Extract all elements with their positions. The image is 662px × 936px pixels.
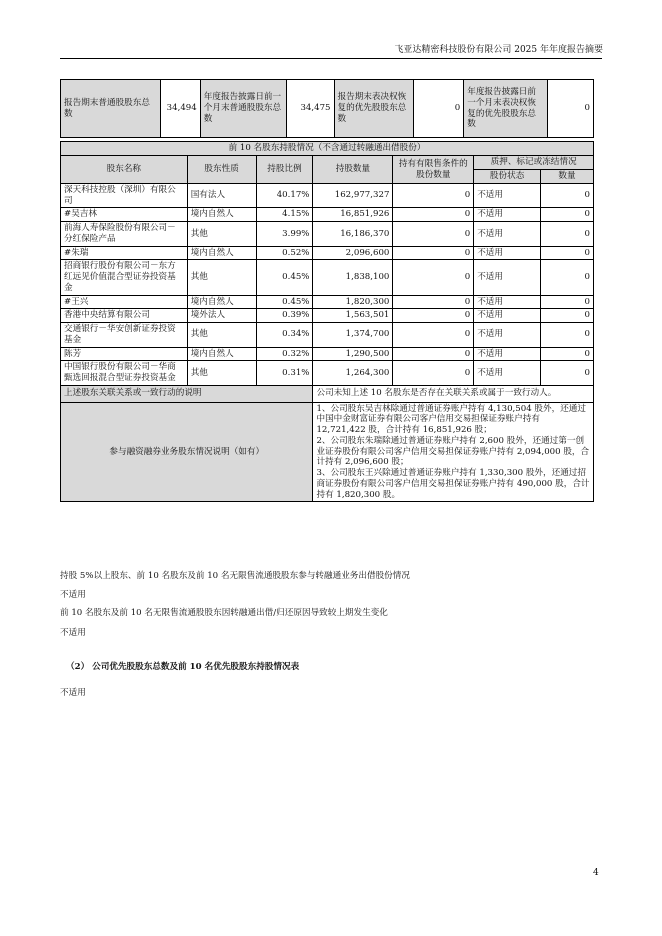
cell-nature: 境外法人	[187, 309, 256, 323]
cell-qty: 1,820,300	[313, 295, 393, 309]
header-nature: 股东性质	[187, 156, 256, 184]
cell-ratio: 4.15%	[256, 208, 313, 222]
table-row	[61, 295, 594, 309]
cell-name: #朱瑞	[61, 246, 188, 260]
cell-ratio: 0.32%	[256, 347, 313, 361]
summary-value-3: 0	[414, 80, 464, 138]
note-change-value: 不适用	[60, 628, 86, 638]
header-ratio: 持股比例	[256, 156, 313, 184]
cell-restricted: 0	[393, 246, 474, 260]
header-quantity: 持股数量	[313, 156, 393, 184]
summary-label-4: 年度报告披露日前一个月末表决权恢复的优先股股东总数	[464, 80, 548, 138]
cell-status: 不适用	[474, 295, 541, 309]
cell-name: 前海人寿保险股份有限公司－分红保险产品	[61, 222, 188, 246]
cell-qty: 16,851,926	[313, 208, 393, 222]
header-name: 股东名称	[61, 156, 188, 184]
cell-qty: 1,290,500	[313, 347, 393, 361]
summary-value-4: 0	[548, 80, 594, 138]
cell-name: 深天科技控股（深圳）有限公司	[61, 184, 188, 208]
cell-name: 交通银行－华安创新证券投资基金	[61, 323, 188, 347]
cell-count: 0	[541, 222, 594, 246]
cell-ratio: 3.99%	[256, 222, 313, 246]
cell-count: 0	[541, 295, 594, 309]
cell-qty: 1,374,700	[313, 323, 393, 347]
summary-value-2: 34,475	[286, 80, 334, 138]
cell-qty: 1,838,100	[313, 260, 393, 295]
table-row	[61, 222, 594, 246]
cell-status: 不适用	[474, 347, 541, 361]
header-count: 数量	[541, 170, 594, 184]
cell-restricted: 0	[393, 184, 474, 208]
cell-name: 中国银行股份有限公司－华商甄选回报混合型证券投资基金	[61, 361, 188, 385]
cell-ratio: 0.39%	[256, 309, 313, 323]
cell-restricted: 0	[393, 347, 474, 361]
note-lending-value: 不适用	[60, 590, 86, 600]
cell-ratio: 40.17%	[256, 184, 313, 208]
cell-status: 不适用	[474, 208, 541, 222]
cell-restricted: 0	[393, 208, 474, 222]
header-status: 股份状态	[474, 170, 541, 184]
header-pledge: 质押、标记或冻结情况	[474, 156, 594, 170]
section-value: 不适用	[60, 688, 86, 698]
cell-status: 不适用	[474, 260, 541, 295]
cell-qty: 2,096,600	[313, 246, 393, 260]
table-row	[61, 246, 594, 260]
summary-label-1: 报告期末普通股股东总数	[61, 80, 161, 138]
cell-qty: 16,186,370	[313, 222, 393, 246]
shareholder-summary-table	[60, 79, 594, 138]
table-title: 前 10 名股东持股情况（不含通过转融通出借股份）	[61, 142, 594, 156]
cell-restricted: 0	[393, 309, 474, 323]
table-row	[61, 347, 594, 361]
cell-name: 招商银行股份有限公司－东方红远见价值混合型证券投资基金	[61, 260, 188, 295]
table-row	[61, 309, 594, 323]
cell-name: 陈芳	[61, 347, 188, 361]
cell-ratio: 0.45%	[256, 295, 313, 309]
margin-label: 参与融资融券业务股东情况说明（如有）	[61, 402, 313, 502]
cell-status: 不适用	[474, 184, 541, 208]
cell-status: 不适用	[474, 361, 541, 385]
relation-label: 上述股东关联关系或一致行动的说明	[61, 385, 313, 402]
cell-status: 不适用	[474, 222, 541, 246]
cell-count: 0	[541, 347, 594, 361]
relation-text: 公司未知上述 10 名股东是否存在关联关系或属于一致行动人。	[313, 385, 594, 402]
cell-nature: 国有法人	[187, 184, 256, 208]
top10-shareholders-table	[60, 141, 594, 502]
table-row	[61, 260, 594, 295]
cell-status: 不适用	[474, 323, 541, 347]
cell-nature: 境内自然人	[187, 208, 256, 222]
header-divider	[60, 58, 602, 59]
page-number: 4	[593, 868, 599, 878]
cell-nature: 境内自然人	[187, 295, 256, 309]
margin-line-1: 1、公司股东吴吉林除通过普通证券账户持有 4,130,504 股外，还通过中国中金财富证券有限公司客户信用交易担保证券账户持有 12,721,422 股，合计持有 16,851,926 股；	[316, 403, 586, 436]
cell-name: #王兴	[61, 295, 188, 309]
table-row	[61, 184, 594, 208]
cell-nature: 境内自然人	[187, 246, 256, 260]
table-row	[61, 323, 594, 347]
summary-label-2: 年度报告披露日前一个月末普通股股东总数	[200, 80, 286, 138]
table-row	[61, 208, 594, 222]
note-change: 前 10 名股东及前 10 名无限售流通股股东因转融通出借/归还原因导致较上期发生变化	[60, 608, 388, 618]
cell-status: 不适用	[474, 246, 541, 260]
cell-nature: 其他	[187, 222, 256, 246]
cell-count: 0	[541, 361, 594, 385]
header-restricted: 持有有限售条件的股份数量	[393, 156, 474, 184]
cell-status: 不适用	[474, 309, 541, 323]
cell-count: 0	[541, 309, 594, 323]
cell-restricted: 0	[393, 260, 474, 295]
document-header: 飞亚达精密科技股份有限公司 2025 年年度报告摘要	[394, 45, 603, 55]
cell-count: 0	[541, 260, 594, 295]
cell-restricted: 0	[393, 323, 474, 347]
cell-ratio: 0.34%	[256, 323, 313, 347]
cell-qty: 1,563,501	[313, 309, 393, 323]
cell-qty: 1,264,300	[313, 361, 393, 385]
cell-count: 0	[541, 184, 594, 208]
cell-ratio: 0.31%	[256, 361, 313, 385]
summary-label-3: 报告期末表决权恢复的优先股股东总数	[334, 80, 414, 138]
summary-value-1: 34,494	[160, 80, 200, 138]
margin-line-2: 2、公司股东朱瑞除通过普通证券账户持有 2,600 股外，还通过第一创业证券股份有限公司客户信用交易担保证券账户持有 2,094,000 股，合计持有 2,096,600 股；	[316, 435, 590, 468]
cell-name: #吴吉林	[61, 208, 188, 222]
cell-ratio: 0.45%	[256, 260, 313, 295]
cell-nature: 其他	[187, 260, 256, 295]
cell-restricted: 0	[393, 295, 474, 309]
cell-count: 0	[541, 246, 594, 260]
cell-restricted: 0	[393, 361, 474, 385]
cell-nature: 其他	[187, 323, 256, 347]
cell-qty: 162,977,327	[313, 184, 393, 208]
cell-ratio: 0.52%	[256, 246, 313, 260]
cell-count: 0	[541, 208, 594, 222]
margin-line-3: 3、公司股东王兴除通过普通证券账户持有 1,330,300 股外，还通过招商证券股份有限公司客户信用交易担保证券账户持有 490,000 股，合计持有 1,820,300 股。	[316, 468, 590, 500]
cell-name: 香港中央结算有限公司	[61, 309, 188, 323]
cell-nature: 其他	[187, 361, 256, 385]
cell-count: 0	[541, 323, 594, 347]
cell-nature: 境内自然人	[187, 347, 256, 361]
table-row	[61, 361, 594, 385]
cell-restricted: 0	[393, 222, 474, 246]
note-lending: 持股 5%以上股东、前 10 名股东及前 10 名无限售流通股股东参与转融通业务出借股份情况	[60, 571, 410, 581]
section-heading: （2） 公司优先股股东总数及前 10 名优先股股东持股情况表	[66, 662, 300, 672]
